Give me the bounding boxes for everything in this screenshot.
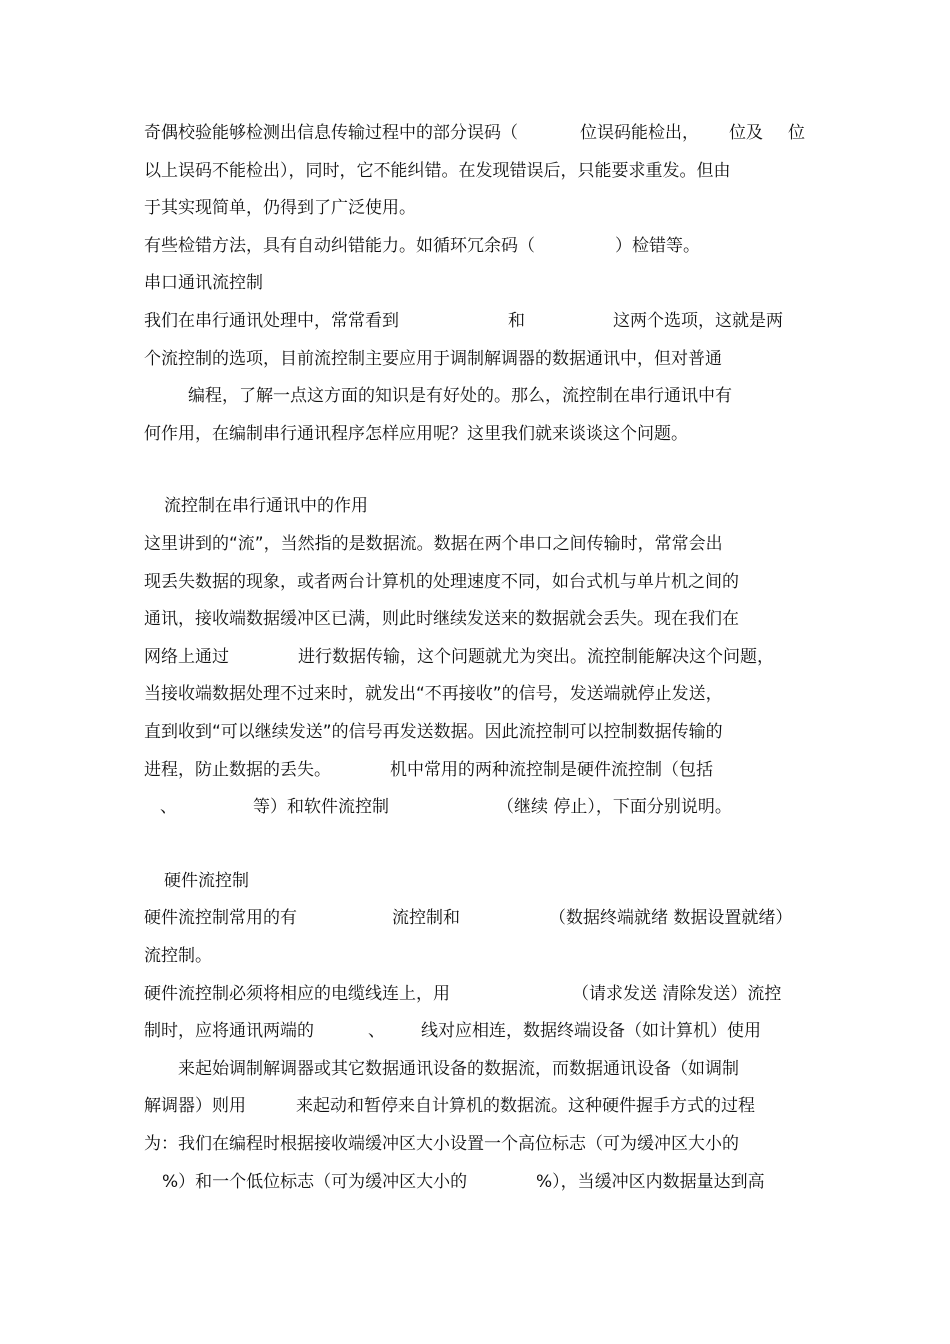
text-run: ）检错等。 bbox=[615, 236, 700, 256]
text-run: 来起始调制解调器或其它数据通讯设备的数据流，而数据通讯设备（如调制 bbox=[178, 1059, 739, 1079]
text-run: 何作用，在编制串行通讯程序怎样应用呢？这里我们就来谈谈这个问题。 bbox=[144, 424, 688, 444]
section-heading bbox=[0, 268, 950, 298]
text-run: 进行数据传输，这个问题就尤为突出。流控制能解决这个问题， bbox=[298, 647, 774, 667]
text-run: 和 bbox=[508, 311, 525, 331]
section-heading bbox=[0, 866, 950, 896]
text-run: 流控制和 bbox=[392, 908, 460, 928]
section-heading bbox=[0, 491, 950, 521]
text-line bbox=[0, 903, 950, 933]
text-run: 当接收端数据处理不过来时，就发出“不再接收”的信号，发送端就停止发送， bbox=[144, 684, 723, 704]
text-line bbox=[0, 529, 950, 559]
text-run: 制时，应将通讯两端的 bbox=[144, 1021, 314, 1041]
text-run: 奇偶校验能够检测出信息传输过程中的部分误码（ bbox=[144, 123, 518, 143]
text-run: 、 bbox=[160, 797, 177, 817]
text-run: 以上误码不能检出），同时，它不能纠错。在发现错误后，只能要求重发。但由 bbox=[144, 161, 731, 181]
text-line bbox=[0, 679, 950, 709]
text-run: 直到收到“可以继续发送”的信号再发送数据。因此流控制可以控制数据传输的 bbox=[144, 722, 723, 742]
text-run: 机中常用的两种流控制是硬件流控制（包括 bbox=[390, 760, 713, 780]
text-run: 位 bbox=[788, 123, 805, 143]
text-run: （数据终端就绪 数据设置就绪） bbox=[549, 908, 793, 928]
text-run: %）和一个低位标志（可为缓冲区大小的 bbox=[162, 1172, 468, 1192]
text-run: 线对应相连，数据终端设备（如计算机）使用 bbox=[421, 1021, 761, 1041]
text-line bbox=[0, 118, 950, 148]
text-run: 我们在串行通讯处理中，常常看到 bbox=[144, 311, 399, 331]
text-line bbox=[0, 1054, 950, 1084]
text-run: 解调器）则用 bbox=[144, 1096, 246, 1116]
text-line bbox=[0, 419, 950, 449]
text-line bbox=[0, 717, 950, 747]
text-run: 为：我们在编程时根据接收端缓冲区大小设置一个高位标志（可为缓冲区大小的 bbox=[144, 1134, 739, 1154]
text-line bbox=[0, 792, 950, 822]
text-run: 这两个选项，这就是两 bbox=[613, 311, 783, 331]
text-line bbox=[0, 604, 950, 634]
heading-text: 硬件流控制 bbox=[164, 871, 249, 891]
text-line bbox=[0, 941, 950, 971]
text-line bbox=[0, 755, 950, 785]
text-line bbox=[0, 567, 950, 597]
text-line bbox=[0, 193, 950, 223]
text-run: 位误码能检出， bbox=[580, 123, 699, 143]
text-run: 现丢失数据的现象，或者两台计算机的处理速度不同，如台式机与单片机之间的 bbox=[144, 572, 739, 592]
text-run: 这里讲到的“流”，当然指的是数据流。数据在两个串口之间传输时，常常会出 bbox=[144, 534, 723, 554]
text-line bbox=[0, 1167, 950, 1197]
text-run: 位及 bbox=[729, 123, 763, 143]
heading-text: 串口通讯流控制 bbox=[144, 273, 263, 293]
text-run: 编程，了解一点这方面的知识是有好处的。那么，流控制在串行通讯中有 bbox=[188, 386, 732, 406]
text-run: 、 bbox=[368, 1021, 385, 1041]
text-run: 于其实现简单，仍得到了广泛使用。 bbox=[144, 198, 416, 218]
text-run: 来起动和暂停来自计算机的数据流。这种硬件握手方式的过程 bbox=[296, 1096, 755, 1116]
text-run: 流控制。 bbox=[144, 946, 212, 966]
text-line bbox=[0, 231, 950, 261]
text-run: 硬件流控制常用的有 bbox=[144, 908, 297, 928]
text-run: 进程，防止数据的丢失。 bbox=[144, 760, 331, 780]
text-line bbox=[0, 344, 950, 374]
heading-text: 流控制在串行通讯中的作用 bbox=[164, 496, 368, 516]
text-run: （继续 停止），下面分别说明。 bbox=[497, 797, 732, 817]
text-line bbox=[0, 306, 950, 336]
text-line bbox=[0, 979, 950, 1009]
text-run: 硬件流控制必须将相应的电缆线连上，用 bbox=[144, 984, 450, 1004]
text-line bbox=[0, 1091, 950, 1121]
text-run: %），当缓冲区内数据量达到高 bbox=[536, 1172, 765, 1192]
text-run: （请求发送 清除发送）流控 bbox=[572, 984, 782, 1004]
text-line bbox=[0, 1016, 950, 1046]
text-run: 有些检错方法，具有自动纠错能力。如循环冗余码（ bbox=[144, 236, 535, 256]
text-line bbox=[0, 1129, 950, 1159]
text-run: 通讯，接收端数据缓冲区已满，则此时继续发送来的数据就会丢失。现在我们在 bbox=[144, 609, 739, 629]
text-run: 网络上通过 bbox=[144, 647, 229, 667]
text-run: 个流控制的选项，目前流控制主要应用于调制解调器的数据通讯中，但对普通 bbox=[144, 349, 722, 369]
text-line bbox=[0, 642, 950, 672]
text-run: 等）和软件流控制 bbox=[253, 797, 389, 817]
text-line bbox=[0, 156, 950, 186]
text-line bbox=[0, 381, 950, 411]
